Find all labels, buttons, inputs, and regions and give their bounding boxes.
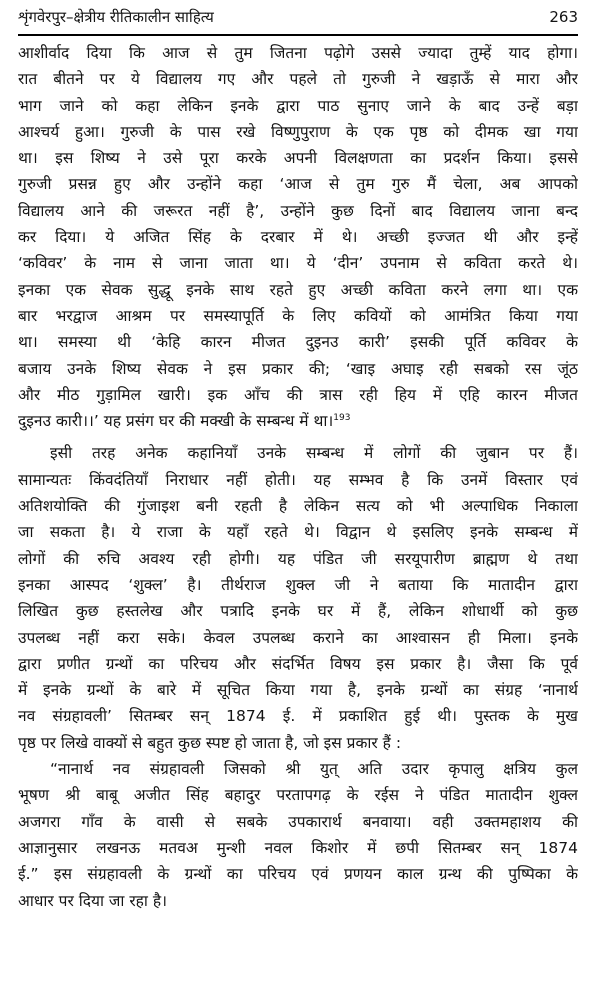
text-line: भाग जाने को कहा लेकिन इनके द्वारा पाठ सुनाए जाने के बाद उन्हें बड़ा — [18, 96, 578, 115]
quote-line: भूषण श्री बाबू अजीत सिंह बहादुर परतापगढ़ के रईस ने पंडित मातादीन शुक्ल — [18, 786, 578, 805]
text-line: रात बीतने पर ये विद्यालय गए और पहले तो गुरुजी ने खड़ाऊँ से मारा और — [18, 70, 578, 89]
quote-line: ई.” इस संग्रहावली के ग्रन्थों का परिचय एवं प्रणयन काल ग्रन्थ की पुष्पिका के — [18, 865, 578, 884]
text-line-content: दुइनउ कारी।।’ यह प्रसंग घर की मक्खी के सम्बन्ध में था। — [18, 412, 334, 431]
text-line: गुरुजी प्रसन्न हुए और उन्होंने कहा ‘आज से तुम गुरु मैं चेला, अब आपको — [18, 175, 578, 194]
quote-line: आज्ञानुसार लखनऊ मतवअ मुन्शी नवल किशोर में छपी सितम्बर सन् 1874 — [18, 838, 578, 857]
text-line: उपलब्ध नहीं करा सके। केवल उपलब्ध कराने का आश्वासन ही मिला। इनके — [18, 628, 578, 647]
text-line: आशीर्वाद दिया कि आज से तुम जितना पढ़ोगे उससे ज्यादा तुम्हें याद होगा। — [18, 44, 578, 62]
header-rule — [18, 34, 578, 36]
quotation-block — [18, 756, 578, 914]
footnote-ref: 193 — [333, 413, 351, 424]
text-line: अतिशयोक्ति की गुंजाइश बनी रहती है लेकिन सत्य को भी अल्पाधिक निकाला — [18, 497, 578, 516]
text-line: इनका एक सेवक सुद्धू इनके साथ रहते हुए अच्छी कविता करने लगा था। एक — [18, 280, 578, 299]
paragraph-2 — [18, 440, 578, 756]
quote-line: अजगरा गाँव के वासी से सबके उपकारार्थ बनवाया। वही उक्तमहाशय की — [18, 812, 578, 831]
text-line: था। समस्या थी ‘केहि कारन मीजत दुइनउ कारी’ इसकी पूर्ति कविवर के — [18, 333, 578, 352]
text-line: था। इस शिष्य ने उसे पूरा करके अपनी विलक्षणता का प्रदर्शन किया। इससे — [18, 149, 578, 168]
text-line: सामान्यतः किंवदंतियाँ निराधार नहीं होती। यह सम्भव है कि उनमें विस्तार एवं — [18, 470, 578, 489]
text-line: इनका आस्पद ‘शुक्ल’ है। तीर्थराज शुक्ल जी ने बताया कि मातादीन द्वारा — [18, 575, 578, 594]
text-line: विद्यालय आने की जरूरत नहीं है’, उन्होंने कुछ दिनों बाद विद्यालय जाना बन्द — [18, 201, 578, 220]
page-number: 263 — [549, 8, 578, 26]
text-line: द्वारा प्रणीत ग्रन्थों का परिचय और संदर्भित विषय इस प्रकार है। जैसा कि पूर्व — [18, 654, 578, 673]
text-line: में इनके ग्रन्थों के बारे में सूचित किया गया है, इनके ग्रन्थों का संग्रह ‘नानार्थ — [18, 681, 578, 700]
text-line: जा सकता है। ये राजा के यहाँ रहते थे। विद्वान थे इसलिए इनके सम्बन्ध में — [18, 523, 578, 542]
paragraph-1 — [18, 40, 578, 434]
text-line: और मीठ गुड़ामिल खारी। इक आँच की त्रास रही हिय में एहि कारन मीजत — [18, 385, 578, 404]
text-line: नव संग्रहावली’ सितम्बर सन् 1874 ई. में प्रकाशित हुई थी। पुस्तक के मुख — [18, 707, 578, 726]
quote-line: आधार पर दिया जा रहा है। — [18, 891, 167, 910]
text-line-last — [18, 408, 578, 434]
text-line: लिखित कुछ हस्तलेख और पत्रादि इनके घर में हैं, लेकिन शोधार्थी को कुछ — [18, 602, 578, 621]
quote-line: “नानार्थ नव संग्रहावली जिसको श्री युत् अति उदार कृपालु क्षत्रिय कुल — [50, 760, 578, 779]
text-line: इसी तरह अनेक कहानियाँ उनके सम्बन्ध में लोगों की जुबान पर हैं। — [50, 444, 578, 463]
text-line: बार भरद्वाज आश्रम पर समस्यापूर्ति के लिए कवियों को आमंत्रित किया गया — [18, 306, 578, 325]
text-line: आश्चर्य हुआ। गुरुजी के पास रखे विष्णुपुराण के एक पृष्ठ को दीमक खा गया — [18, 122, 578, 141]
text-line: कर दिया। ये अजित सिंह के दरबार में थे। अच्छी इज्जत थी और इन्हें — [18, 228, 578, 247]
text-line: बजाय उनके शिष्य सेवक ने इस प्रकार की; ‘खाइ अघाइ रही सबको रस जूंठ — [18, 359, 578, 378]
page-body — [18, 40, 578, 914]
running-title: शृंगवेरपुर–क्षेत्रीय रीतिकालीन साहित्य — [18, 8, 214, 26]
text-line: पृष्ठ पर लिखे वाक्यों से बहुत कुछ स्पष्ट हो जाता है, जो इस प्रकार हैं : — [18, 733, 402, 752]
text-line: ‘कविवर’ के नाम से जाना जाता था। ये ‘दीन’ उपनाम से कविता करते थे। — [18, 254, 578, 273]
text-line: लोगों की रुचि अवश्य रही होगी। यह पंडित जी सरयूपारीण ब्राह्मण थे तथा — [18, 549, 578, 568]
running-header — [18, 2, 578, 32]
